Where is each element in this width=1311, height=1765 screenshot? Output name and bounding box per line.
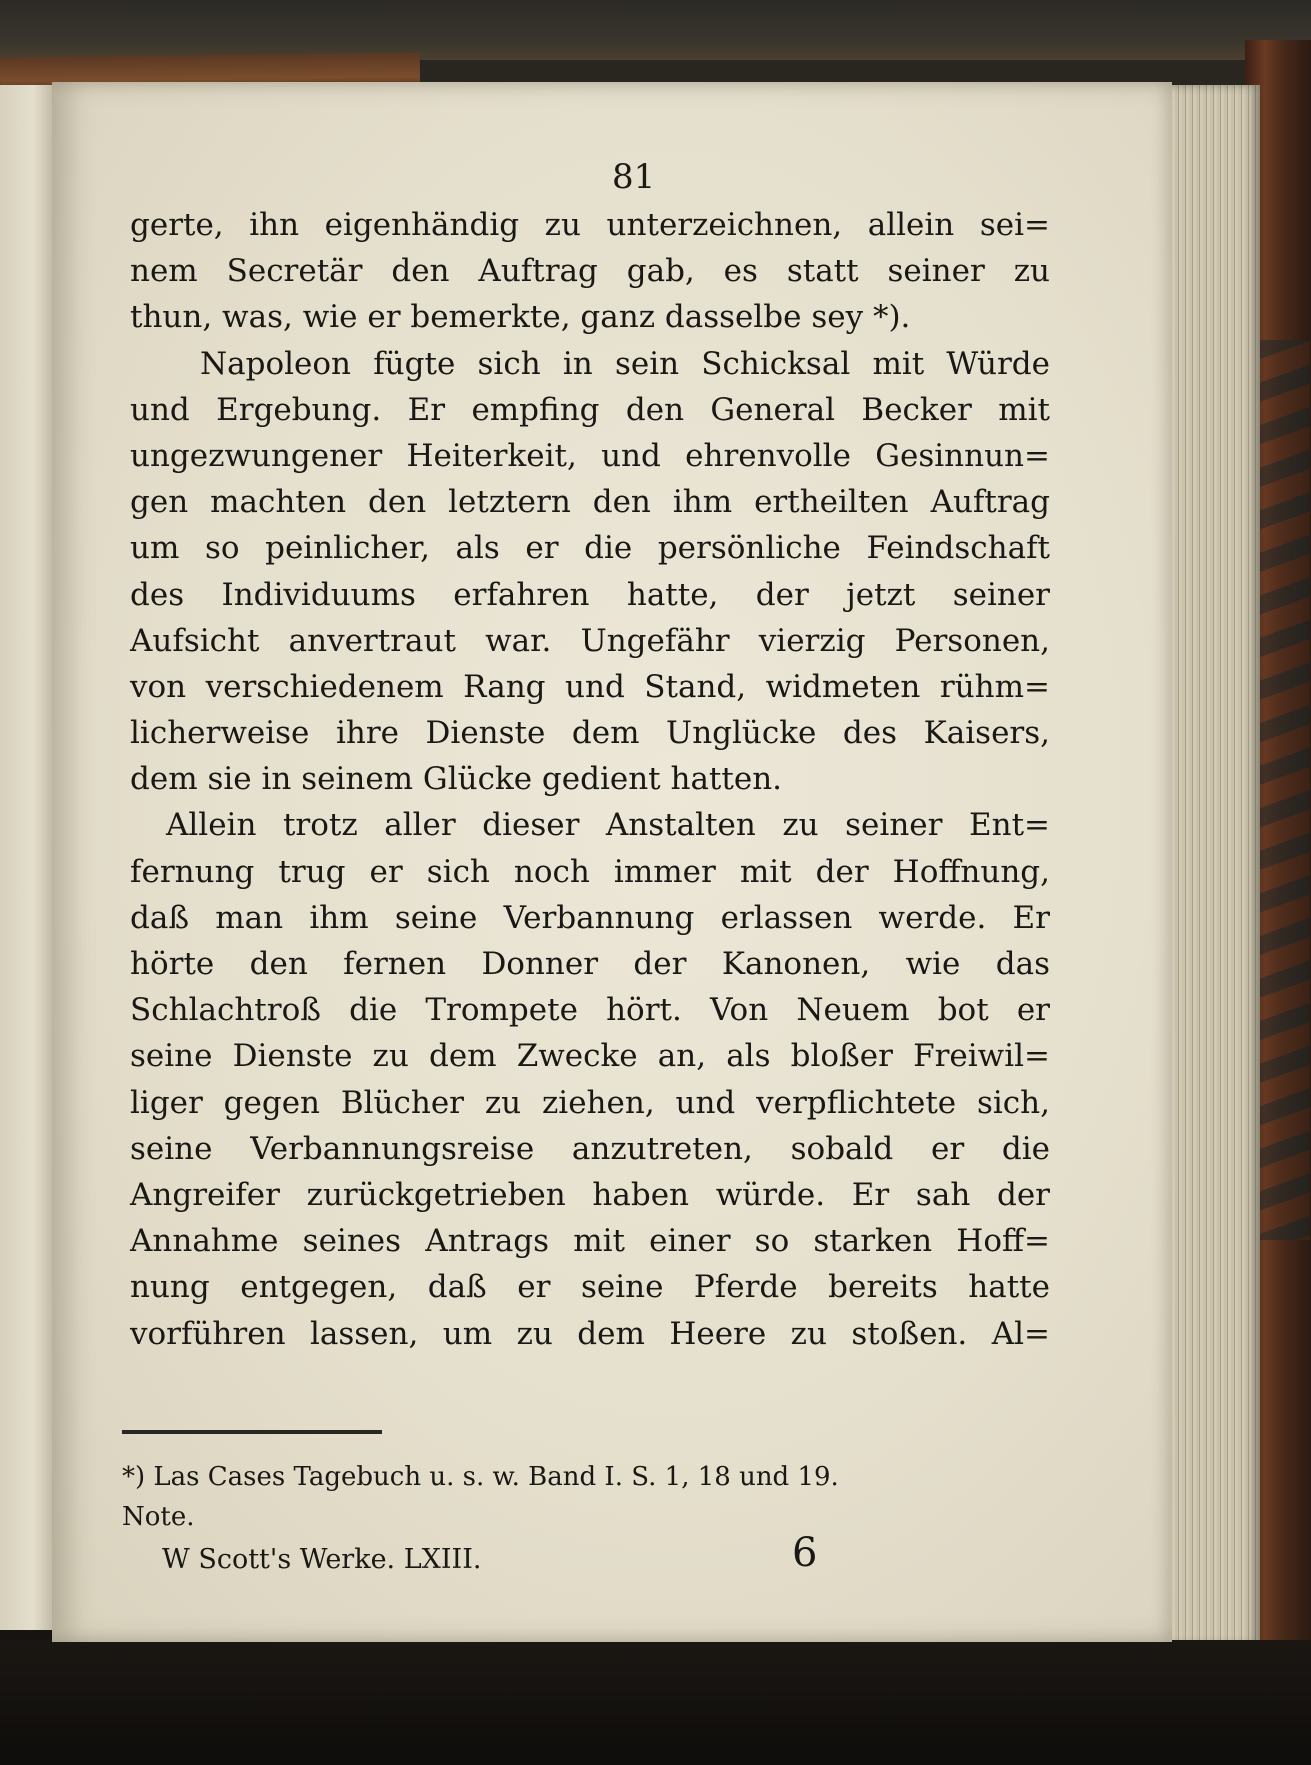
footnote-rule <box>122 1430 382 1434</box>
text-line: Napoleon fügte sich in sein Schicksal mit Würde <box>200 345 1050 382</box>
footnote <box>122 1457 1022 1537</box>
text-line: Annahme seines Antrags mit einer so starken Hoff= <box>130 1223 1050 1260</box>
text-line: um so peinlicher, als er die persönliche Feindschaft <box>130 530 1050 567</box>
text-line: seine Verbannungsreise anzutreten, sobald er die <box>130 1130 1050 1167</box>
text-line: und Ergebung. Er empfing den General Becker mit <box>130 391 1050 428</box>
facing-page-edge <box>0 85 55 1630</box>
text-line: licherweise ihre Dienste dem Unglücke des Kaisers, <box>130 715 1050 752</box>
text-line: thun, was, wie er bemerkte, ganz dasselbe sey *). <box>130 299 911 336</box>
text-line: gerte, ihn eigenhändig zu unterzeichnen, allein sei= <box>130 207 1050 243</box>
text-line: nem Secretär den Auftrag gab, es statt seiner zu <box>130 253 1050 290</box>
text-line: Schlachtroß die Trompete hört. Von Neuem bot er <box>130 992 1050 1029</box>
text-line: von verschiedenem Rang und Stand, widmeten rühm= <box>130 668 1050 705</box>
text-line: vorführen lassen, um zu dem Heere zu stoßen. Al= <box>130 1315 1050 1352</box>
text-line: Angreifer zurückgetrieben haben würde. Er sah der <box>130 1176 1050 1213</box>
text-line: Aufsicht anvertraut war. Ungefähr vierzig Personen, <box>130 622 1050 659</box>
page-fore-edge <box>1168 85 1260 1645</box>
text-line: gen machten den letztern den ihm ertheilten Auftrag <box>130 484 1050 521</box>
text-line: liger gegen Blücher zu ziehen, und verpflichtete sich, <box>130 1084 1050 1121</box>
body-text <box>130 202 1050 1357</box>
cover-marbling <box>1260 340 1310 1240</box>
text-line: des Individuums erfahren hatte, der jetzt seiner <box>130 576 1050 613</box>
book-page <box>52 82 1172 1642</box>
text-line: ungezwungener Heiterkeit, und ehrenvolle Gesinnun= <box>130 437 1050 474</box>
text-line: dem sie in seinem Glücke gedient hatten. <box>130 761 783 798</box>
page-number: 81 <box>612 157 656 197</box>
footnote-line: Note. <box>122 1502 195 1532</box>
text-line: hörte den fernen Donner der Kanonen, wie das <box>130 946 1050 982</box>
text-line: fernung trug er sich noch immer mit der Hoffnung, <box>130 853 1050 890</box>
signature-line: W Scott's Werke. LXIII. <box>162 1544 482 1575</box>
background-board <box>0 0 1311 60</box>
text-line: Allein trotz aller dieser Anstalten zu seiner Ent= <box>166 807 1050 844</box>
text-line: daß man ihm seine Verbannung erlassen werde. Er <box>130 899 1050 936</box>
background-table <box>0 1640 1311 1765</box>
footnote-line: *) Las Cases Tagebuch u. s. w. Band I. S. 1, 18 und 19. <box>122 1462 839 1492</box>
text-line: nung entgegen, daß er seine Pferde bereits hatte <box>130 1269 1050 1306</box>
text-line: seine Dienste zu dem Zwecke an, als bloßer Freiwil= <box>130 1038 1050 1075</box>
sheet-signature-number: 6 <box>792 1530 818 1576</box>
